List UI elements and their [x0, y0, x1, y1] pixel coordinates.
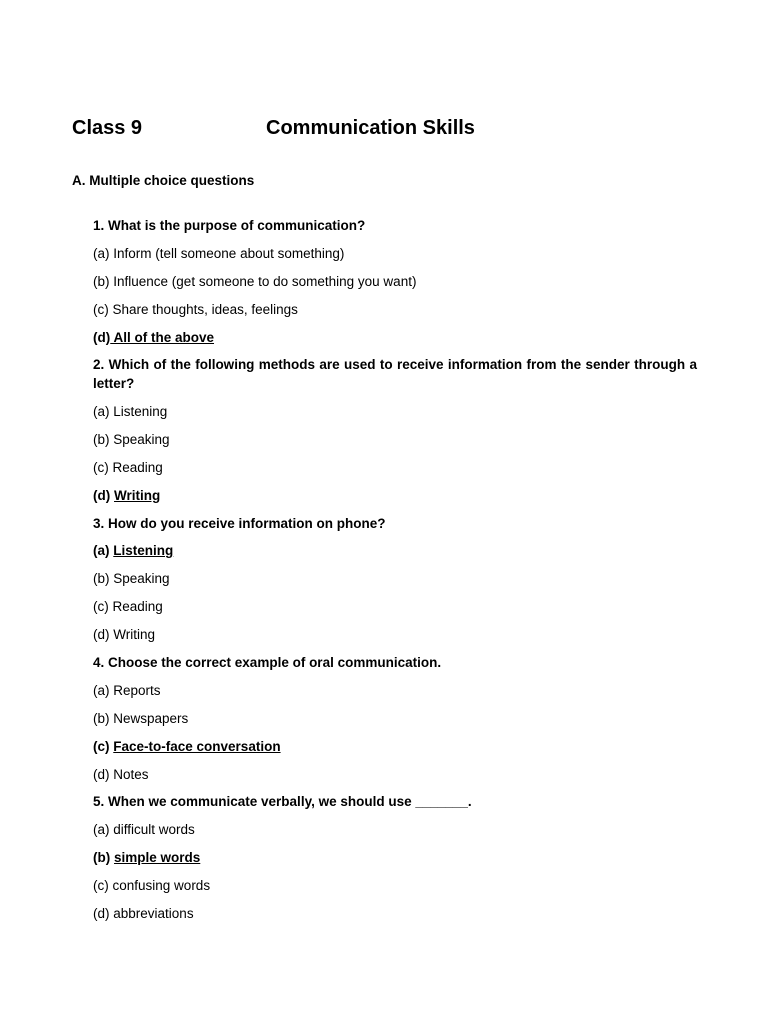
- option-3a-correct-answer: (a) Listening: [93, 543, 174, 559]
- option-1a: (a) Inform (tell someone about something): [93, 245, 345, 261]
- option-5c: (c) confusing words: [93, 878, 211, 894]
- option-4b: (b) Newspapers: [93, 710, 189, 726]
- option-3d: (d) Writing: [93, 627, 156, 643]
- option-4c-correct-answer: (c) Face-to-face conversation: [93, 738, 281, 754]
- option-5b-correct-answer: (b) simple words: [93, 850, 201, 866]
- option-5d: (d) abbreviations: [93, 905, 194, 921]
- option-1d-correct-answer: (d) All of the above: [93, 329, 215, 345]
- option-1c: (c) Share thoughts, ideas, feelings: [93, 301, 298, 317]
- option-2b: (b) Speaking: [93, 431, 170, 447]
- option-3c: (c) Reading: [93, 599, 163, 615]
- question-2: 2. Which of the following methods are used to receive information from the sender through a letter?: [93, 357, 697, 392]
- question-4: 4. Choose the correct example of oral communication.: [93, 654, 442, 670]
- question-3: 3. How do you receive information on phone?: [93, 515, 386, 531]
- option-3b: (b) Speaking: [93, 571, 170, 587]
- option-4a: (a) Reports: [93, 682, 161, 698]
- option-2a: (a) Listening: [93, 403, 168, 419]
- option-2c: (c) Reading: [93, 459, 163, 475]
- option-2d-correct-answer: (d) Writing: [93, 487, 161, 503]
- subject-title: Communication Skills: [266, 117, 475, 139]
- option-4d: (d) Notes: [93, 766, 149, 782]
- option-5a: (a) difficult words: [93, 822, 195, 838]
- section-heading: A. Multiple choice questions: [72, 173, 255, 188]
- question-list: [93, 217, 697, 933]
- question-1: 1. What is the purpose of communication?: [93, 218, 366, 233]
- option-1b: (b) Influence (get someone to do something you want): [93, 273, 417, 289]
- class-label: Class 9: [72, 117, 143, 139]
- question-5: 5. When we communicate verbally, we should use _______.: [93, 794, 472, 810]
